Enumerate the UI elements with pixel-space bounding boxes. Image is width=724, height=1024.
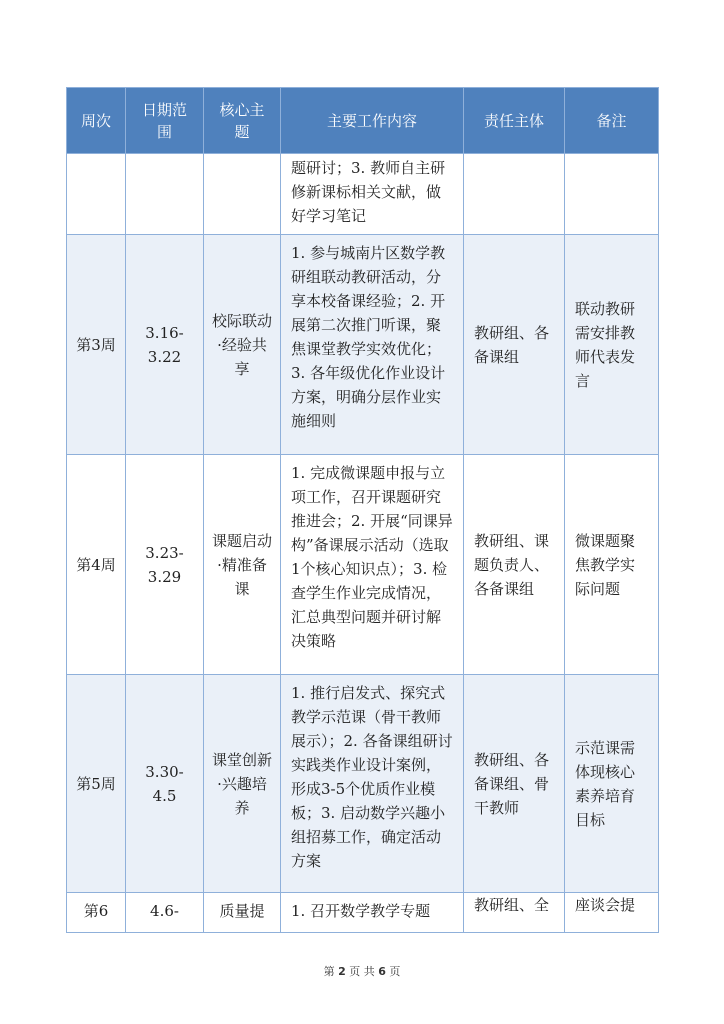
table-row — [67, 893, 659, 933]
table-header-row — [67, 88, 659, 154]
cell-note: 示范课需体现核心素养培育目标 — [565, 675, 659, 893]
total-pages: 6 — [378, 965, 386, 978]
header-date-range: 日期范围 — [126, 88, 204, 154]
table-row — [67, 675, 659, 893]
cell-note — [565, 154, 659, 235]
cell-theme: 校际联动·经验共享 — [204, 235, 281, 455]
cell-theme — [204, 154, 281, 235]
cell-content: 题研讨；3. 教师自主研修新课标相关文献，做好学习笔记 — [281, 154, 464, 235]
table-row — [67, 455, 659, 675]
cell-owner: 教研组、各备课组、骨干教师 — [464, 675, 565, 893]
page-number: 2 — [338, 965, 346, 978]
cell-owner: 教研组、各备课组 — [464, 235, 565, 455]
work-plan-table — [66, 87, 659, 933]
header-responsible: 责任主体 — [464, 88, 565, 154]
cell-theme: 课堂创新·兴趣培养 — [204, 675, 281, 893]
cell-content: 1. 推行启发式、探究式教学示范课（骨干教师展示）；2. 各备课组研讨实践类作业设计案例，形成3-5个优质作业模板；3. 启动数学兴趣小组招募工作，确定活动方案 — [281, 675, 464, 893]
cell-content: 1. 参与城南片区数学教研组联动教研活动，分享本校备课经验；2. 开展第二次推门听课，聚焦课堂教学实效优化；3. 各年级优化作业设计方案，明确分层作业实施细则 — [281, 235, 464, 455]
cell-note: 微课题聚焦教学实际问题 — [565, 455, 659, 675]
footer-prefix: 第 — [323, 965, 335, 978]
header-main-work: 主要工作内容 — [281, 88, 464, 154]
page-footer — [0, 963, 724, 979]
cell-dates — [126, 154, 204, 235]
cell-owner: 教研组、课题负责人、各备课组 — [464, 455, 565, 675]
cell-note: 联动教研需安排教师代表发言 — [565, 235, 659, 455]
cell-dates: 3.23-3.29 — [126, 455, 204, 675]
cell-week: 第3周 — [67, 235, 126, 455]
cell-content: 1. 完成微课题申报与立项工作，召开课题研究推进会；2. 开展“同课异构”备课展示活动（选取1个核心知识点）；3. 检查学生作业完成情况，汇总典型问题并研讨解决策略 — [281, 455, 464, 675]
header-core-theme: 核心主题 — [204, 88, 281, 154]
header-week: 周次 — [67, 88, 126, 154]
cell-note: 座谈会提 — [565, 893, 659, 933]
cell-theme: 课题启动·精准备课 — [204, 455, 281, 675]
cell-week: 第4周 — [67, 455, 126, 675]
cell-dates: 4.6- — [126, 893, 204, 933]
cell-owner: 教研组、全 — [464, 893, 565, 933]
table-row — [67, 235, 659, 455]
table-row — [67, 154, 659, 235]
cell-theme: 质量提 — [204, 893, 281, 933]
cell-owner — [464, 154, 565, 235]
cell-dates: 3.16-3.22 — [126, 235, 204, 455]
header-remarks: 备注 — [565, 88, 659, 154]
cell-dates: 3.30-4.5 — [126, 675, 204, 893]
cell-week — [67, 154, 126, 235]
cell-content: 1. 召开数学教学专题 — [281, 893, 464, 933]
footer-suffix: 页 — [389, 965, 401, 978]
cell-week: 第5周 — [67, 675, 126, 893]
footer-middle: 页 共 — [349, 965, 375, 978]
cell-week: 第6 — [67, 893, 126, 933]
